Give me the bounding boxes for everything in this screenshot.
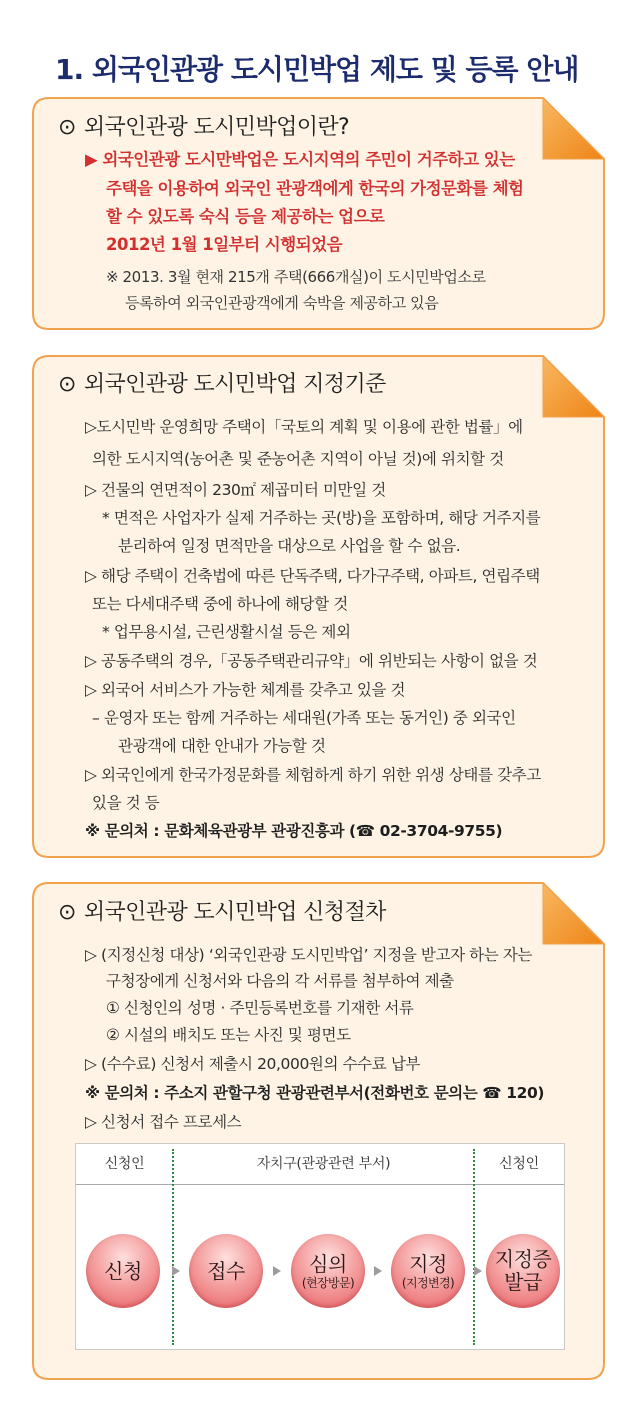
about-section: [32, 97, 605, 330]
criteria-line: 분리하여 일정 면적만을 대상으로 사업을 할 수 없음.: [118, 537, 461, 555]
step-review: [291, 1234, 365, 1308]
note-line: ※ 2013. 3월 현재 215개 주택(666개실)이 도시민박업소로: [106, 268, 486, 286]
criteria-line: ▷ 외국어 서비스가 가능한 체계를 갖추고 있을 것: [85, 681, 406, 699]
process-diagram: [75, 1143, 565, 1350]
section-heading: [58, 114, 349, 142]
criteria-line: * 면적은 사업자가 실제 거주하는 곳(방)을 포함하며, 해당 거주지를: [102, 509, 541, 527]
definition-line: ▶ 외국인관광 도시만박업은 도시지역의 주민이 거주하고 있는: [85, 150, 515, 169]
procedure-line: ▷ (지정신청 대상) ‘외국인관광 도시민박업’ 지정을 받고자 하는 자는: [85, 946, 532, 964]
criteria-line: 있을 것 등: [92, 794, 160, 812]
column-header-applicant: 신청인: [104, 1156, 145, 1172]
step-note: (현장방문): [301, 1275, 355, 1290]
step-label: 발급: [504, 1270, 542, 1294]
arrow-right-icon: [374, 1266, 382, 1276]
column-header-applicant: 신청인: [499, 1156, 539, 1172]
step-label: 접수: [207, 1258, 245, 1283]
step-label: 심의: [309, 1251, 347, 1276]
criteria-line: * 업무용시설, 근린생활시설 등은 제외: [102, 623, 351, 641]
folded-corner: [543, 883, 604, 944]
step-receive: [189, 1234, 263, 1308]
section-heading-text: 외국인관광 도시민박업 지정기준: [83, 372, 386, 397]
definition-line: 2012년 1월 1일부터 시행되었음: [106, 235, 343, 254]
step-apply: [86, 1234, 160, 1308]
definition-line: 할 수 있도록 숙식 등을 제공하는 업으로: [106, 207, 385, 226]
criteria-line: ▷도시민박 운영희망 주택이「국토의 계획 및 이용에 관한 법률」에: [85, 418, 523, 436]
step-issue-certificate: [486, 1234, 560, 1308]
note-line: 등록하여 외국인관광객에게 숙박을 제공하고 있음: [125, 294, 439, 312]
step-label: 신청: [104, 1258, 142, 1283]
definition-line: 주택을 이용하여 외국인 관광객에게 한국의 가정문화를 체험: [106, 179, 524, 198]
circle-dot-icon: ⊙: [58, 372, 76, 397]
criteria-line: 의한 도시지역(농어촌 및 준농어촌 지역이 아닐 것)에 위치할 것: [92, 450, 504, 468]
section-heading: [58, 899, 386, 927]
folded-corner: [543, 356, 604, 417]
column-divider: [172, 1149, 174, 1345]
arrow-right-icon: [172, 1266, 180, 1276]
column-divider: [473, 1149, 475, 1345]
procedure-line: ▷ (수수료) 신청서 제출시 20,000원의 수수료 납부: [85, 1055, 420, 1073]
criteria-line: 또는 다세대주택 중에 하나에 해당할 것: [92, 595, 348, 613]
criteria-line: ▷ 해당 주택이 건축법에 따른 단독주택, 다가구주택, 아파트, 연립주택: [85, 567, 540, 585]
folded-corner: [543, 98, 604, 159]
criteria-line: ▷ 공동주택의 경우,「공동주택관리규약」에 위반되는 사항이 없을 것: [85, 652, 538, 670]
column-header-district: 자치구(관광관련 부서): [256, 1156, 391, 1172]
process-label: ▷ 신청서 접수 프로세스: [85, 1113, 242, 1131]
step-designate: [391, 1234, 465, 1308]
circle-dot-icon: ⊙: [58, 900, 76, 925]
criteria-section: [32, 355, 605, 858]
contact-info: ※ 문의처 : 주소지 관할구청 관광관련부서(전화번호 문의는 ☎ 120): [85, 1084, 545, 1102]
section-heading-text: 외국인관광 도시민박업이란?: [83, 115, 350, 140]
procedure-line: ② 시설의 배치도 또는 사진 및 평면도: [106, 1026, 351, 1044]
criteria-line: – 운영자 또는 함께 거주하는 세대원(가족 또는 동거인) 중 외국인: [92, 709, 516, 727]
step-note: (지정변경): [401, 1275, 455, 1290]
header-divider: [76, 1184, 564, 1185]
procedure-section: [32, 882, 605, 1380]
step-label: 지정증: [494, 1247, 552, 1271]
contact-info: ※ 문의처 : 문화체육관광부 관광진흥과 (☎ 02-3704-9755): [85, 822, 503, 840]
section-heading: [58, 371, 386, 399]
criteria-line: ▷ 외국인에게 한국가정문화를 체험하게 하기 위한 위생 상태를 갖추고: [85, 766, 541, 784]
circle-dot-icon: ⊙: [58, 115, 76, 140]
criteria-line: 관광객에 대한 안내가 가능할 것: [118, 737, 326, 755]
page-title: 1. 외국인관광 도시민박업 제도 및 등록 안내: [55, 53, 579, 86]
step-label: 지정: [409, 1251, 447, 1276]
procedure-line: 구청장에게 신청서와 다음의 각 서류를 첨부하여 제출: [106, 972, 454, 990]
procedure-line: ① 신청인의 성명 · 주민등록번호를 기재한 서류: [106, 999, 414, 1017]
arrow-right-icon: [474, 1266, 482, 1276]
criteria-line: ▷ 건물의 연면적이 230㎡ 제곱미터 미만일 것: [85, 481, 386, 499]
section-heading-text: 외국인관광 도시민박업 신청절차: [83, 900, 386, 925]
arrow-right-icon: [273, 1266, 281, 1276]
